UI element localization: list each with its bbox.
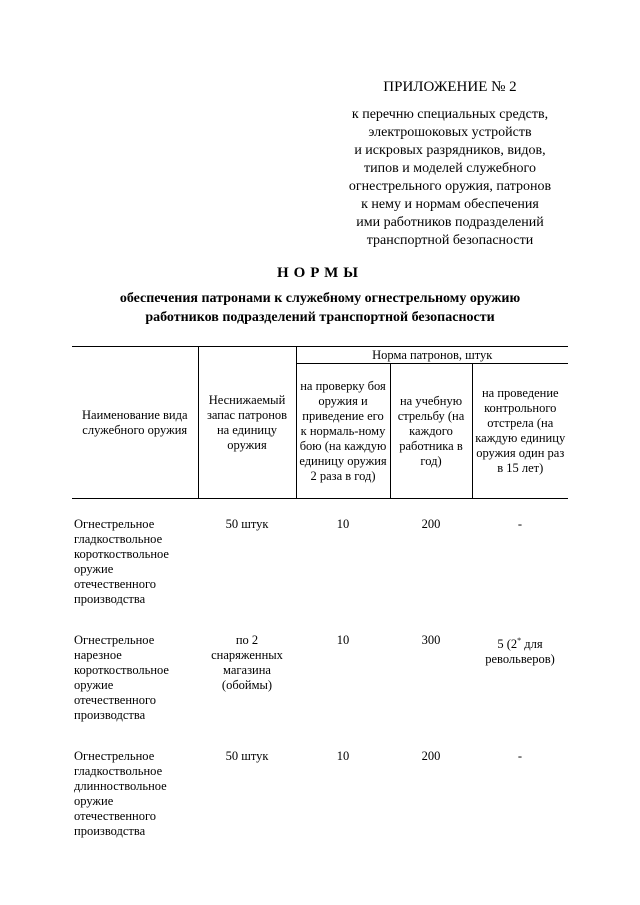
header-check: на проверку боя оружия и приведение его к нормаль-ному бою (на каждую единицу оружия 2 раза в год) <box>296 364 390 499</box>
cell-check: 10 <box>336 633 350 647</box>
cell-control <box>472 499 568 616</box>
cell-reserve: по 2 снаряженных магазина (обоймы) <box>211 633 283 692</box>
annex-line: к нему и нормам обеспечения <box>361 197 539 212</box>
cell-control-value: - <box>517 517 523 531</box>
cell-control <box>472 731 568 847</box>
annex-line: транспортной безопасности <box>366 233 534 248</box>
header-training: на учебную стрельбу (на каждого работника в год) <box>390 364 472 499</box>
annex-line: к перечню специальных средств, <box>351 107 549 122</box>
cell-check: 10 <box>336 749 350 763</box>
annex-line: огнестрельного оружия, патронов <box>348 179 552 194</box>
norms-table <box>72 346 568 847</box>
annex-block <box>320 78 580 250</box>
cell-name: Огнестрельное нарезное короткоствольное оружие отечественного производства <box>74 633 169 722</box>
cell-training: 300 <box>421 633 441 647</box>
header-control: на проведение контрольного отстрела (на каждую единицу оружия один раз в 15 лет) <box>472 364 568 499</box>
table-row <box>72 615 568 731</box>
document-subheading <box>60 289 580 327</box>
footnote-mark: * <box>517 636 522 645</box>
subheading-line: обеспечения патронами к служебному огнестрельному оружию <box>119 291 521 306</box>
cell-control-value: - <box>517 749 523 763</box>
cell-name: Огнестрельное гладкоствольное короткоствольное оружие отечественного производства <box>74 517 169 606</box>
cell-training: 200 <box>421 517 441 531</box>
header-norm-group: Норма патронов, штук <box>296 347 568 364</box>
cell-control <box>472 615 568 731</box>
cell-reserve: 50 штук <box>225 517 269 531</box>
cell-name: Огнестрельное гладкоствольное длинноствольное оружие отечественного производства <box>74 749 167 838</box>
annex-line: типов и моделей служебного <box>364 161 536 176</box>
table-row <box>72 731 568 847</box>
document-heading: НОРМЫ <box>276 265 364 281</box>
cell-reserve: 50 штук <box>225 749 269 763</box>
annex-line: ими работников подразделений <box>356 215 544 230</box>
table-row <box>72 499 568 616</box>
cell-control-suffix: для револьверов) <box>485 637 555 667</box>
cell-control-value: 5 (2 <box>497 637 518 652</box>
annex-line: и искровых разрядников, видов, <box>354 143 546 158</box>
header-reserve: Неснижаемый запас патронов на единицу оружия <box>198 347 296 499</box>
header-name: Наименование вида служебного оружия <box>72 347 198 499</box>
cell-training: 200 <box>421 749 441 763</box>
cell-check: 10 <box>336 517 350 531</box>
subheading-line: работников подразделений транспортной безопасности <box>145 310 495 325</box>
annex-line: электрошоковых устройств <box>368 125 532 140</box>
annex-title: ПРИЛОЖЕНИЕ № 2 <box>383 79 517 95</box>
